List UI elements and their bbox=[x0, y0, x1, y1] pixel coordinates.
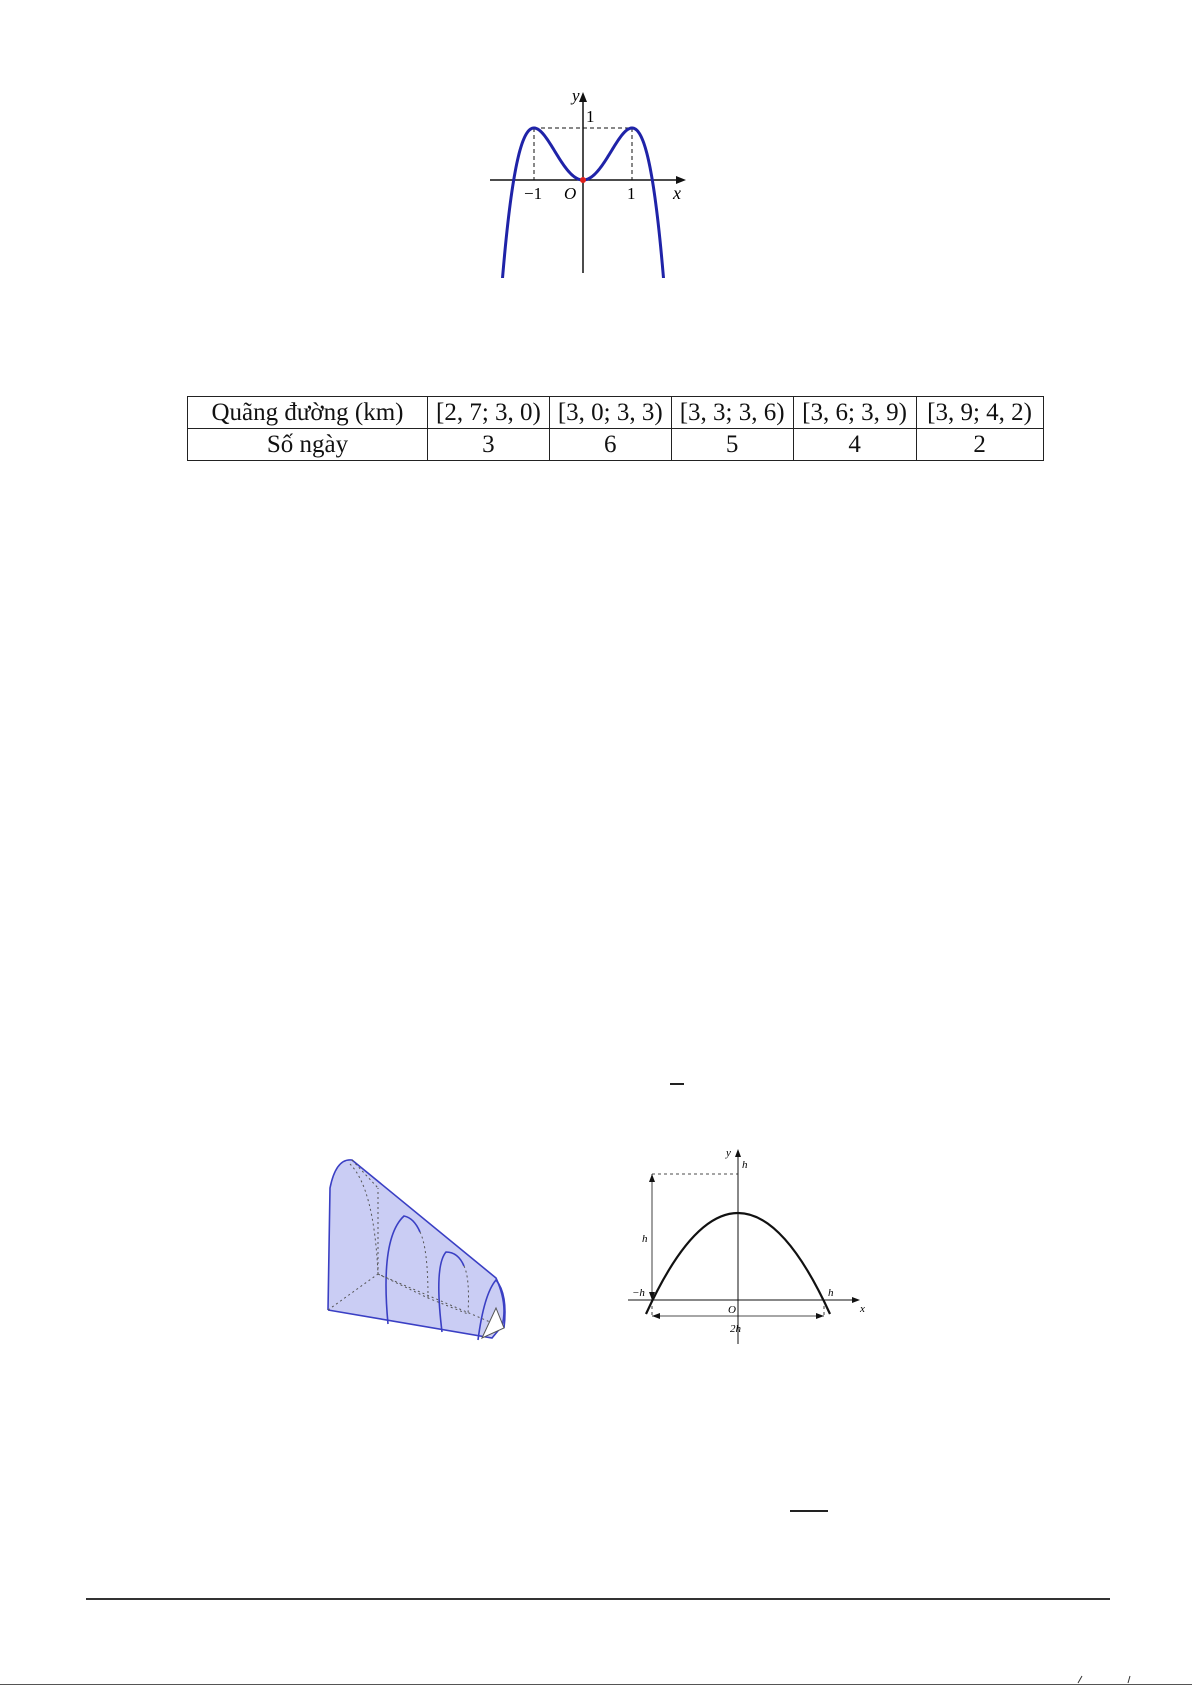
corner-tick-marks bbox=[1078, 1676, 1130, 1683]
y-axis-arrow bbox=[579, 92, 587, 102]
table-cell: [3, 9; 4, 2) bbox=[916, 397, 1043, 429]
fraction-bar bbox=[790, 1510, 828, 1512]
table-cell: [2, 7; 3, 0) bbox=[428, 397, 550, 429]
height-arrow-up bbox=[649, 1174, 655, 1182]
fraction-bar bbox=[670, 1083, 684, 1085]
y-axis-arrow bbox=[735, 1149, 741, 1157]
table-cell: 5 bbox=[671, 429, 793, 461]
quartic-graph-figure bbox=[480, 88, 720, 278]
origin-dot bbox=[580, 177, 586, 183]
right-root-label: h bbox=[828, 1287, 834, 1299]
table-cell: 6 bbox=[549, 429, 671, 461]
tunnel-3d-svg bbox=[318, 1148, 538, 1348]
table-cell: [3, 3; 3, 6) bbox=[671, 397, 793, 429]
x-tick-1: 1 bbox=[627, 184, 636, 203]
table-cell: 2 bbox=[916, 429, 1043, 461]
x-axis-label: x bbox=[860, 1303, 865, 1315]
origin-label: O bbox=[564, 184, 577, 203]
distance-days-table bbox=[187, 396, 1044, 461]
parabola-cross-section-figure bbox=[618, 1146, 878, 1346]
x-tick-neg1: −1 bbox=[524, 184, 543, 203]
table-cell: [3, 0; 3, 3) bbox=[549, 397, 671, 429]
height-label: h bbox=[642, 1233, 648, 1245]
table-cell: 3 bbox=[428, 429, 550, 461]
quartic-graph-svg bbox=[480, 88, 720, 278]
row-header-days: Số ngày bbox=[188, 429, 428, 461]
y-axis-label: y bbox=[726, 1147, 731, 1159]
left-root-label: −h bbox=[632, 1287, 645, 1299]
width-label: 2h bbox=[730, 1323, 741, 1335]
tunnel-surface bbox=[328, 1160, 504, 1338]
footer-divider bbox=[86, 1598, 1110, 1600]
origin-label: O bbox=[728, 1304, 736, 1316]
corner-marks-svg bbox=[1074, 1670, 1134, 1684]
y-axis-label: y bbox=[572, 88, 580, 105]
table-row-days bbox=[188, 429, 1044, 461]
parabola-svg bbox=[618, 1146, 878, 1346]
table-cell: 4 bbox=[793, 429, 916, 461]
width-arrow-left bbox=[652, 1313, 660, 1319]
distance-days-table-wrapper bbox=[187, 396, 1044, 461]
table-cell: [3, 6; 3, 9) bbox=[793, 397, 916, 429]
row-header-distance: Quãng đường (km) bbox=[188, 397, 428, 429]
width-arrow-right bbox=[816, 1313, 824, 1319]
x-axis-label: x bbox=[673, 183, 681, 203]
x-axis-arrow bbox=[852, 1297, 860, 1303]
y-tick-1: 1 bbox=[586, 107, 595, 126]
tunnel-3d-figure bbox=[318, 1148, 538, 1348]
page-corner-marks bbox=[1074, 1670, 1134, 1684]
table-row-distance bbox=[188, 397, 1044, 429]
top-label: h bbox=[742, 1159, 748, 1171]
